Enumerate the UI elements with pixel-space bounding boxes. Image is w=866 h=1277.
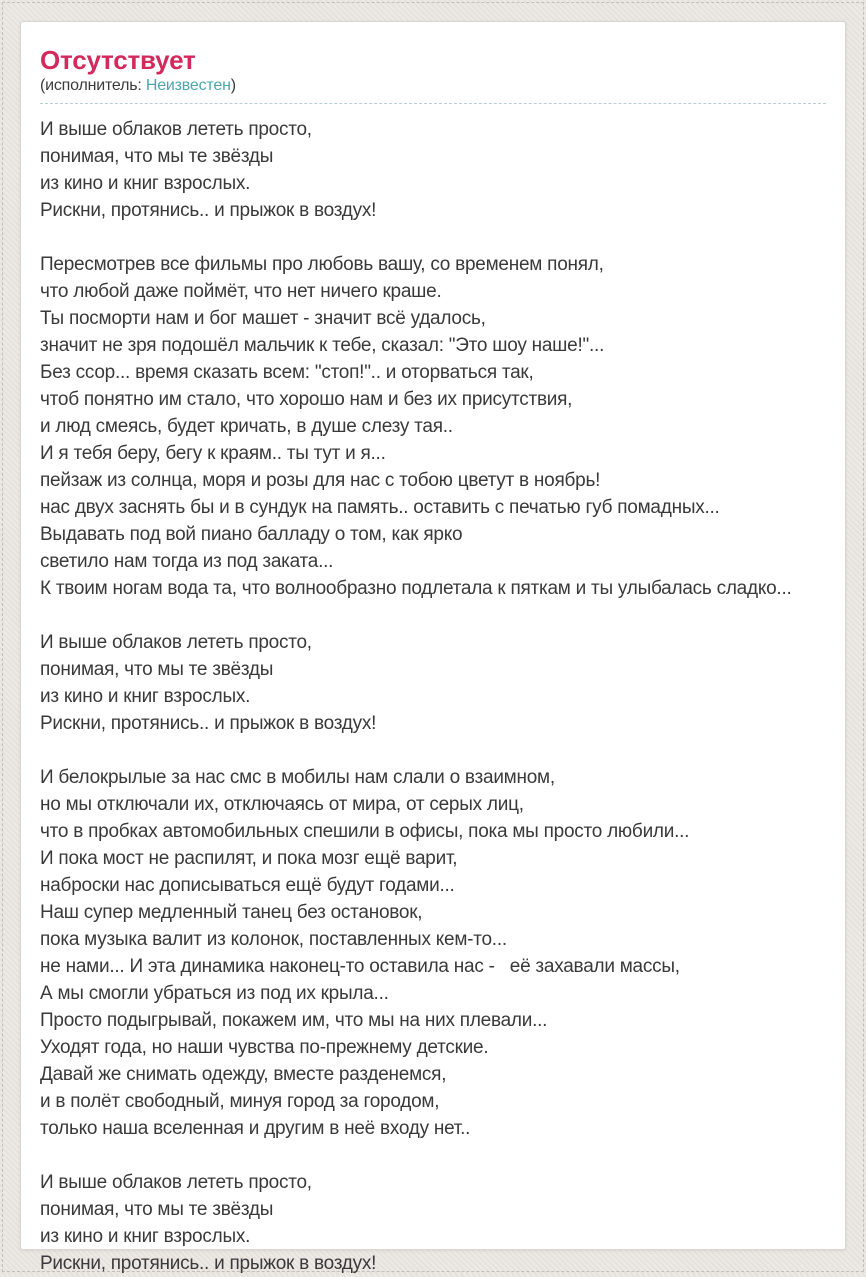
stanza: И выше облаков лететь просто, понимая, что мы те звёзды из кино и книг взрослых. Рискни, протянись.. и прыжок в воздух! [40,632,377,734]
artist-line [40,76,826,96]
header-separator [40,103,826,104]
lyrics [40,116,826,1277]
artist-label: (исполнитель: [40,77,146,94]
stanza: И белокрылые за нас смс в мобилы нам слали о взаимном, но мы отключали их, отключаясь от мира, от серых лиц, что в пробках автомобильных спешили в офисы, пока мы просто любили... И пока мост не распилят, и пока мозг ещё варит, наброски нас дописываться ещё будут годами... Наш супер медленный танец без остановок, пока музыка валит из колонок, поставленных кем-то... не нами... И эта динамика наконец-то оставила нас - её захавали массы, А мы смогли убраться из под их крыла... Просто подыгрывай, покажем им, что мы на них плевали... Уходят года, но наши чувства по-прежнему детские. Давай же снимать одежду, вместе разденемся, и в полёт свободный, минуя город за городом, только наша вселенная и другим в неё входу нет.. [40,767,690,1139]
stanza: И выше облаков лететь просто, понимая, что мы те звёзды из кино и книг взрослых. Рискни, протянись.. и прыжок в воздух! [40,1172,377,1274]
stanza: И выше облаков лететь просто, понимая, что мы те звёзды из кино и книг взрослых. Рискни, протянись.. и прыжок в воздух! [40,119,377,221]
stanza: Пересмотрев все фильмы про любовь вашу, со временем понял, что любой даже поймёт, что нет ничего краше. Ты посморти нам и бог машет - значит всё удалось, значит не зря подошёл мальчик к тебе, сказал: "Это шоу наше!"... Без ссор... время сказать всем: "стоп!".. и оторваться так, чтоб понятно им стало, что хорошо нам и без их присутствия, и люд смеясь, будет кричать, в душе слезу тая.. И я тебя беру, бегу к краям.. ты тут и я... пейзаж из солнца, моря и розы для нас с тобою цветут в ноябрь! нас двух заснять бы и в сундук на память.. оставить с печатью губ помадных... Выдавать под вой пиано балладу о том, как ярко светило нам тогда из под заката... К твоим ногам вода та, что волнообразно подлетала к пяткам и ты улыбалась сладко... [40,254,792,599]
artist-link[interactable]: Неизвестен [145,77,231,94]
artist-close-paren: ) [230,77,236,94]
song-title: Отсутствует [40,45,196,75]
lyrics-card [20,21,846,1274]
